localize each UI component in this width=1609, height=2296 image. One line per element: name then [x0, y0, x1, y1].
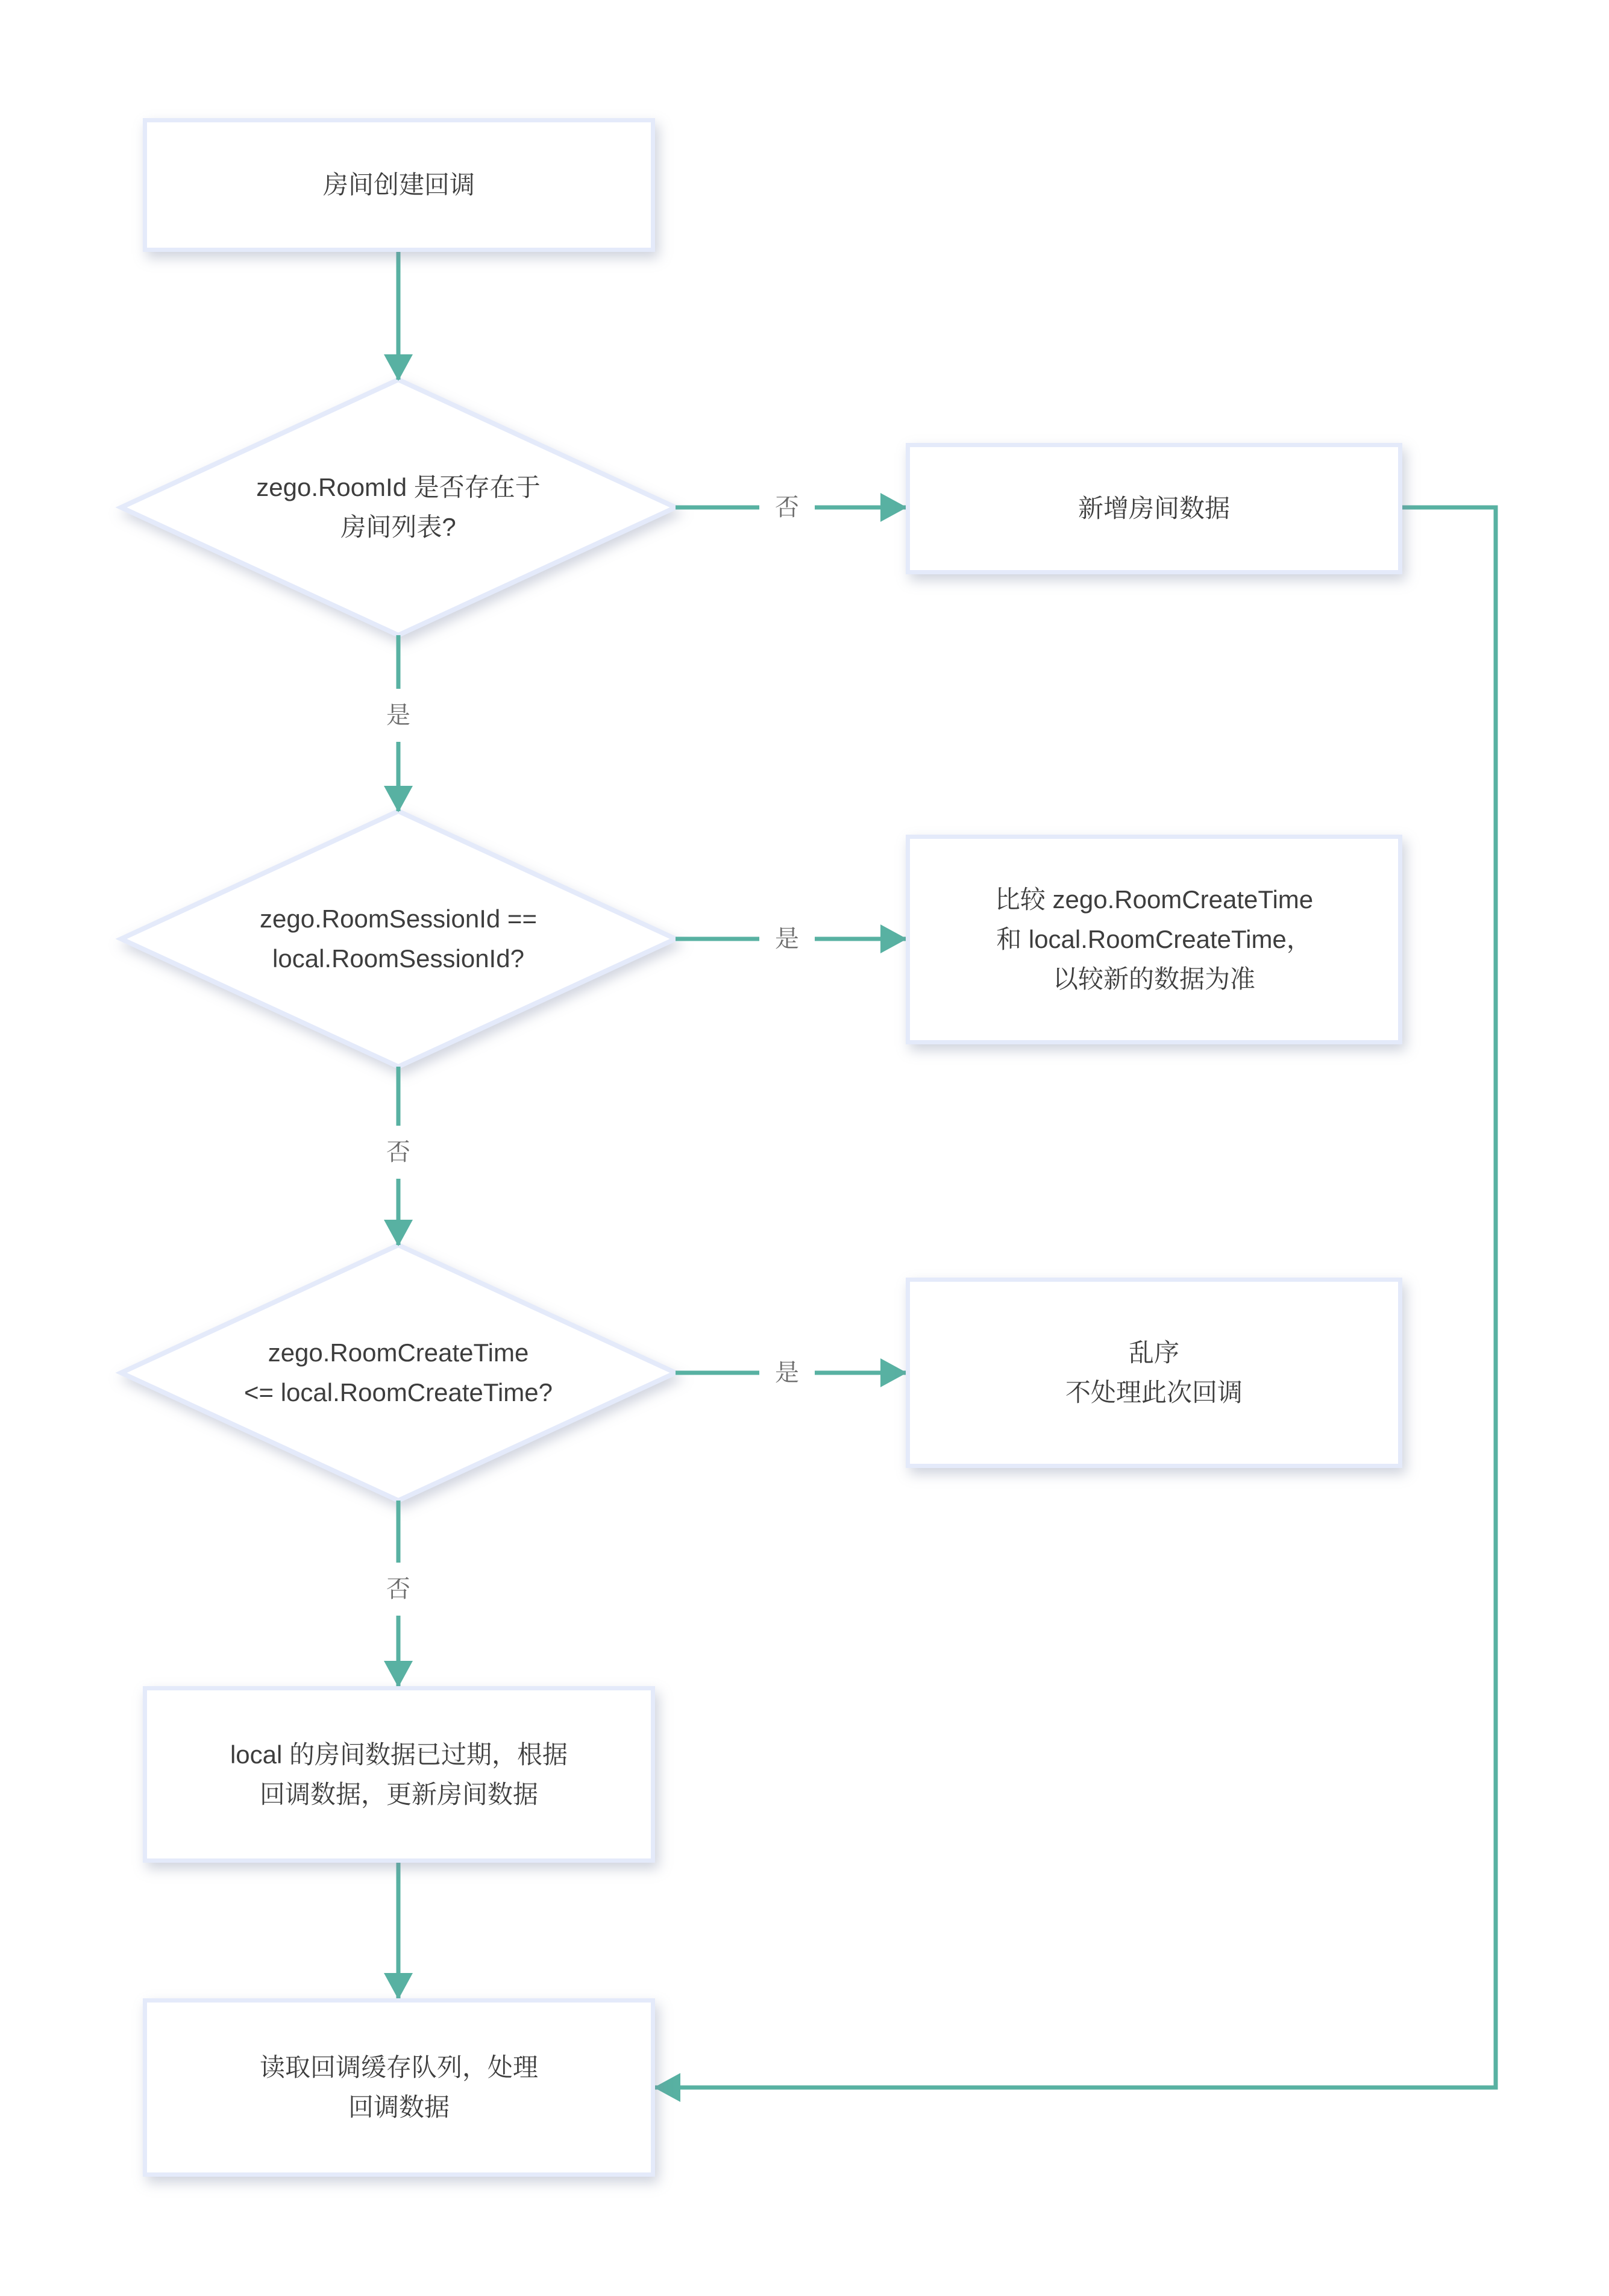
node-text-line: 房间创建回调 [322, 171, 475, 199]
node-text-line: 不处理此次回调 [1065, 1378, 1243, 1407]
node-text-line: zego.RoomId 是否存在于 [256, 473, 541, 501]
node-text-line: 新增房间数据 [1077, 494, 1230, 522]
node-room-create-callback [143, 118, 655, 252]
node-text-line: 读取回调缓存队列，处理 [259, 2053, 538, 2081]
edge-label-yes: 是 [759, 922, 815, 956]
node-compare-create-time [906, 835, 1402, 1044]
node-text-line: local 的房间数据已过期，根据 [230, 1740, 568, 1769]
edge-label-no: 否 [380, 1563, 416, 1616]
node-text-line: 回调数据，更新房间数据 [259, 1780, 538, 1808]
decision-text-create-time [244, 1333, 553, 1413]
node-text-line: zego.RoomCreateTime [268, 1338, 529, 1367]
decision-text-room-exists [256, 468, 540, 547]
node-add-room-data [906, 443, 1402, 574]
node-read-callback-queue [143, 1998, 655, 2177]
node-text-line: zego.RoomSessionId == [260, 905, 537, 933]
node-text-line: 和 local.RoomCreateTime， [996, 925, 1312, 953]
node-text-line: 房间列表? [340, 513, 456, 541]
edge-label-yes: 是 [759, 1356, 815, 1390]
edge-label-no: 否 [380, 1126, 416, 1179]
decision-text-session-id [260, 899, 537, 979]
node-out-of-order [906, 1278, 1402, 1468]
node-text-line: 回调数据 [348, 2093, 450, 2121]
node-text-line: 乱序 [1128, 1338, 1179, 1367]
node-update-room-data [143, 1686, 655, 1863]
edge-label-no: 否 [759, 491, 815, 524]
node-text-line: <= local.RoomCreateTime? [244, 1378, 553, 1407]
edge-label-yes: 是 [380, 689, 416, 742]
node-text-line: 以较新的数据为准 [1052, 965, 1255, 993]
node-text-line: 比较 zego.RoomCreateTime [994, 885, 1314, 914]
node-text-line: local.RoomSessionId? [272, 944, 524, 973]
